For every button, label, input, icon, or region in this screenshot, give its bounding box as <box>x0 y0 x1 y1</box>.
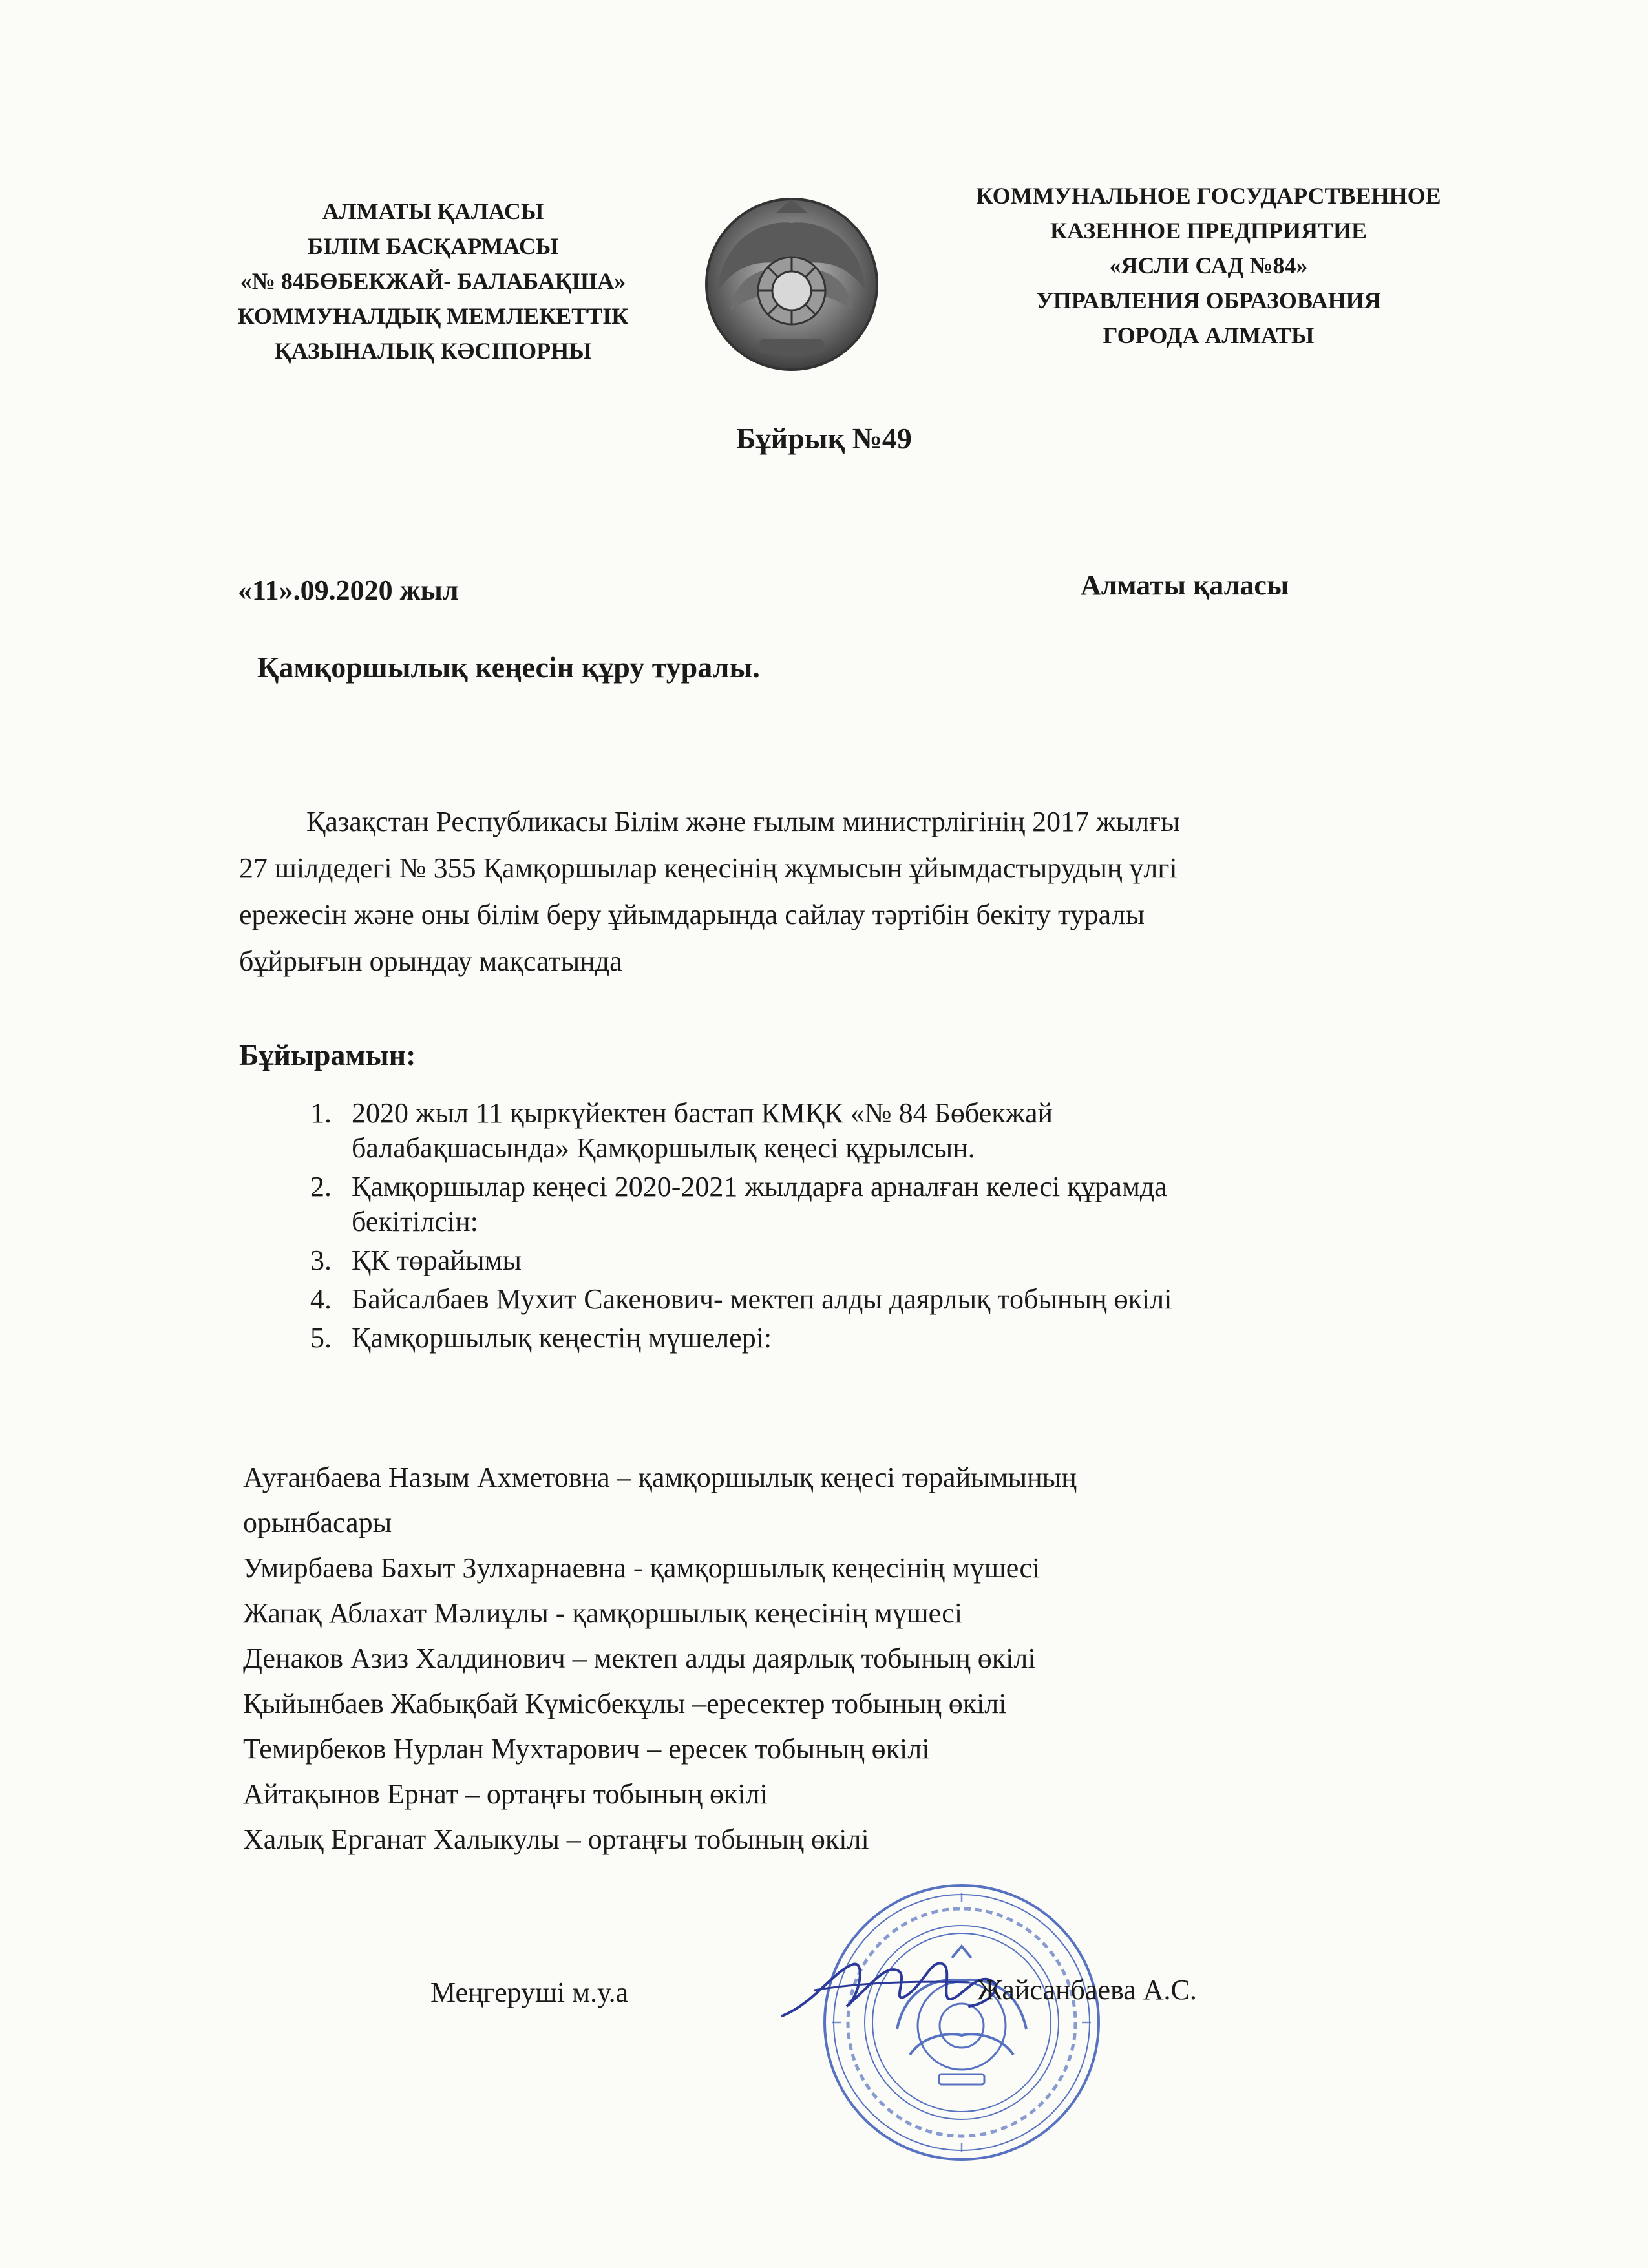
member-line: Ауғанбаева Назым Ахметовна – қамқоршылық кеңесі төрайымының <box>243 1462 1077 1493</box>
header-left-line: «№ 84БӨБЕКЖАЙ- БАЛАБАҚША» <box>240 268 626 294</box>
member-line: Умирбаева Бахыт Зулхарнаевна - қамқоршылық кеңесінің мүшесі <box>243 1552 1041 1584</box>
preamble-line: 27 шілдедегі № 355 Қамқоршылар кеңесінің жұмысын ұйымдастырудың үлгі <box>239 852 1178 884</box>
member-line: Темирбеков Нурлан Мухтарович – ересек тобының өкілі <box>243 1733 930 1765</box>
handwritten-signature-icon <box>776 1945 1008 2029</box>
header-right-line: КАЗЕННОЕ ПРЕДПРИЯТИЕ <box>1050 218 1368 244</box>
command-heading: Бұйырамын: <box>239 1038 416 1071</box>
signer-position: Меңгеруші м.у.а <box>430 1977 629 2008</box>
member-line: орынбасары <box>243 1507 392 1538</box>
list-item-text: ҚК төрайымы <box>352 1244 522 1276</box>
list-item-number: 4. <box>310 1283 332 1315</box>
header-right-line: УПРАВЛЕНИЯ ОБРАЗОВАНИЯ <box>1036 288 1381 313</box>
list-item-text: Қамқоршылар кеңесі 2020-2021 жылдарға арналған келесі құрамда <box>352 1171 1167 1202</box>
member-line: Айтақынов Ернат – ортаңғы тобының өкілі <box>243 1778 768 1810</box>
header-right-line: «ЯСЛИ САД №84» <box>1109 253 1308 278</box>
preamble-line: ережесін және оны білім беру ұйымдарында сайлау тәртібін бекіту туралы <box>239 899 1145 930</box>
header-left-line: КОММУНАЛДЫҚ МЕМЛЕКЕТТІК <box>237 303 629 329</box>
header-right-russian <box>892 178 1525 353</box>
list-item-text: балабақшасында» Қамқоршылық кеңесі құрылсын. <box>352 1132 975 1164</box>
list-item-text: бекітілсін: <box>352 1206 478 1237</box>
numbered-list <box>271 1096 1499 1360</box>
order-date: «11».09.2020 жыл <box>238 574 459 606</box>
preamble-paragraph <box>239 799 1506 985</box>
member-line: Халық Ерганат Халыкулы – ортаңғы тобының өкілі <box>243 1823 869 1855</box>
list-item-number: 2. <box>310 1171 332 1202</box>
header-right-line: КОММУНАЛЬНОЕ ГОСУДАРСТВЕННОЕ <box>976 183 1441 209</box>
member-line: Денаков Азиз Халдинович – мектеп алды даярлық тобының өкілі <box>243 1643 1036 1674</box>
header-left-line: АЛМАТЫ ҚАЛАСЫ <box>322 198 544 224</box>
list-item <box>271 1321 1499 1356</box>
member-line: Жапақ Аблахат Мәлиұлы - қамқоршылық кеңесінің мүшесі <box>243 1597 963 1629</box>
kazakhstan-state-emblem-icon <box>698 194 885 375</box>
signer-name: Жайсанбаева А.С. <box>977 1974 1197 2006</box>
header-left-line: БІЛІМ БАСҚАРМАСЫ <box>307 233 559 259</box>
list-item-number: 5. <box>310 1322 332 1354</box>
list-item <box>271 1170 1499 1239</box>
header-left-line: ҚАЗЫНАЛЫҚ КӘСІПОРНЫ <box>274 338 592 364</box>
list-item-text: Қамқоршылық кеңестің мүшелері: <box>352 1322 772 1354</box>
header-left-kazakh <box>174 194 692 368</box>
list-item <box>271 1096 1499 1166</box>
list-item-number: 1. <box>310 1097 332 1129</box>
list-item-text: Байсалбаев Мухит Сакенович- мектеп алды даярлық тобының өкілі <box>352 1283 1172 1315</box>
preamble-line: бұйрығын орындау мақсатында <box>239 945 622 977</box>
member-line: Қыйынбаев Жабықбай Күмісбекұлы –ересектер тобының өкілі <box>243 1688 1007 1719</box>
list-item-text: 2020 жыл 11 қыркүйектен бастап КМҚК «№ 84 Бөбекжай <box>352 1097 1053 1129</box>
list-item <box>271 1282 1499 1317</box>
list-item-number: 3. <box>310 1244 332 1276</box>
order-subject: Қамқоршылық кеңесін құру туралы. <box>257 651 760 684</box>
header-right-line: ГОРОДА АЛМАТЫ <box>1103 322 1315 348</box>
preamble-line: Қазақстан Республикасы Білім және ғылым министрлігінің 2017 жылғы <box>306 806 1180 837</box>
order-title: Бұйрық №49 <box>736 422 912 455</box>
order-city: Алматы қаласы <box>1081 569 1289 601</box>
members-list <box>243 1455 1523 1862</box>
list-item <box>271 1243 1499 1278</box>
